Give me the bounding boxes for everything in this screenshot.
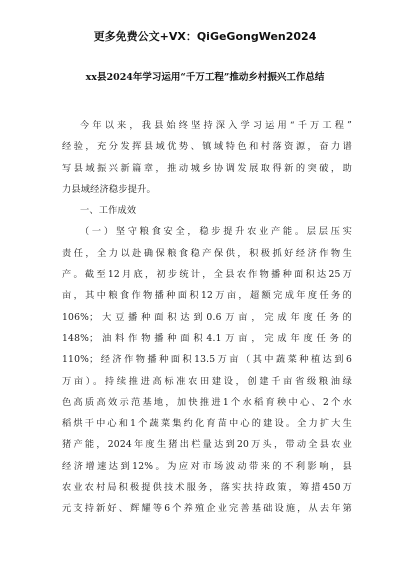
body-text-line: 经验，充分发挥县域优势、镇域特色和村落资源，奋力谱 xyxy=(62,141,352,153)
body-text-line: 元支持新好、辉耀等6个养殖企业完善基础设施，从去年第 xyxy=(62,503,352,515)
body-text-line: 责任，全力以赴确保粮食稳产保供，积极抓好经济作物生 xyxy=(62,247,352,259)
body-text-line: 万亩）。持续推进高标准农田建设，创建千亩省级粮油绿 xyxy=(62,375,352,387)
body-text-line: 148%；油料作物播种面积4.1万亩，完成年度任务的 xyxy=(62,332,352,344)
body-text-line: 106%；大豆播种面积达到0.6万亩，完成年度任务的 xyxy=(62,311,352,323)
body-text-line: 今年以来，我县始终坚持深入学习运用“千万工程” xyxy=(80,120,352,131)
body-text-line: 写县域振兴新篇章，推动城乡协调发展取得新的突破，助 xyxy=(62,162,352,174)
body-text-line: 力县域经济稳步提升。 xyxy=(62,183,156,195)
body-text-line: 色高质高效示范基地，加快推进1个水稻育秧中心、2个水 xyxy=(62,396,352,408)
page-header: 更多免费公文+VX：QiGeGongWen2024 xyxy=(93,30,317,43)
body-text-line: 一、工作成效 xyxy=(80,205,137,217)
body-text-line: 稻烘干中心和1个蔬菜集约化育苗中心的建设。全力扩大生 xyxy=(62,418,352,430)
body-text-line: （一）坚守粮食安全，稳步提升农业产能。层层压实 xyxy=(80,226,352,238)
body-text-line: 110%；经济作物播种面积13.5万亩（其中蔬菜种植达到6 xyxy=(62,354,352,366)
document-title: xx县2024年学习运用“千万工程”推动乡村振兴工作总结 xyxy=(85,72,325,83)
body-text-line: 经济增速达到12%。为应对市场波动带来的不利影响，县 xyxy=(62,460,352,472)
body-text-line: 农业农村局积极提供技术服务，落实扶持政策，筹措450万 xyxy=(62,482,352,494)
document-body xyxy=(62,115,352,520)
body-text-line: 产。截至12月底，初步统计，全县农作物播种面积达25万 xyxy=(62,269,352,281)
body-text-line: 亩，其中粮食作物播种面积12万亩，超额完成年度任务的 xyxy=(62,290,352,302)
body-text-line: 猪产能，2024年度生猪出栏量达到20万头，带动全县农业 xyxy=(62,439,352,451)
